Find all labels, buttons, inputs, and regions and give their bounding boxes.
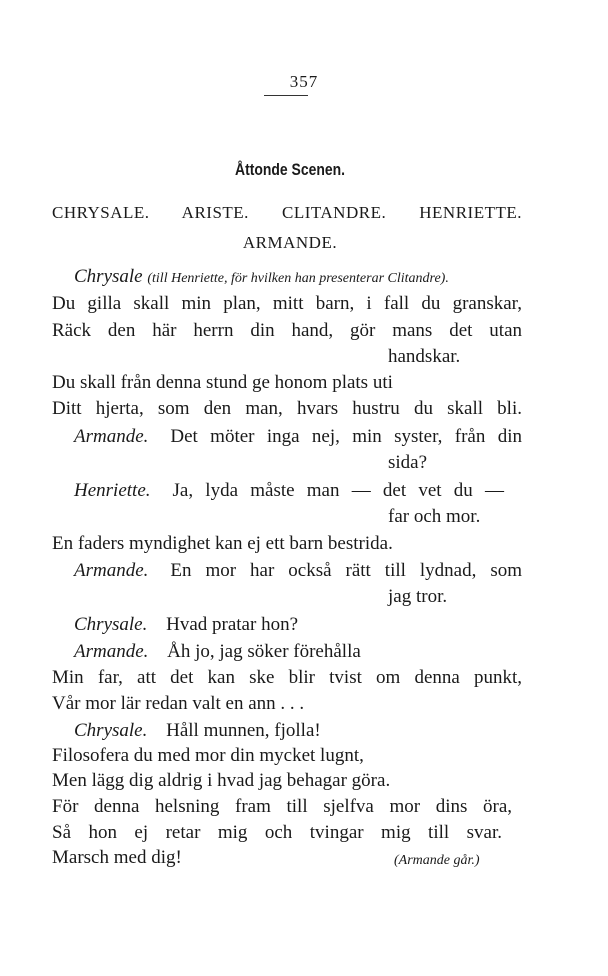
speech-text: En mor har också rätt till lydnad, som: [170, 560, 522, 581]
page-number-rule: [264, 95, 308, 96]
speech-text: Håll munnen, fjolla!: [166, 720, 321, 741]
dialogue-line: Vår mor lär redan valt en ann . . .: [52, 693, 305, 714]
dialogue-line: [74, 480, 504, 502]
dialogue-line-continuation: handskar.: [388, 346, 461, 367]
dialogue-line: För denna helsning fram till sjelfva mor dins öra,: [52, 796, 512, 817]
dialogue-line-continuation: sida?: [388, 452, 428, 473]
speaker-name: Armande.: [74, 560, 149, 581]
page-number: 357: [289, 72, 319, 91]
dialogue-line: [74, 560, 522, 582]
speaker-name: Henriette.: [74, 480, 151, 501]
dialogue-line: [74, 426, 522, 448]
dialogue-line: [74, 641, 361, 663]
speech-text: Hvad pratar hon?: [166, 614, 298, 635]
dialogue-line: Du gilla skall min plan, mitt barn, i fall du granskar,: [52, 293, 522, 314]
speech-text: Det möter inga nej, min syster, från din: [170, 426, 522, 447]
stage-direction: (Armande går.): [394, 853, 480, 868]
speaker-name: Armande.: [74, 641, 149, 662]
dialogue-line: Räck den här herrn din hand, gör mans det utan: [52, 320, 522, 341]
dialogue-line: Marsch med dig!: [52, 847, 182, 868]
dialogue-line: [74, 266, 449, 288]
speaker-name: Chrysale: [74, 266, 143, 287]
characters-line-2: ARMANDE.: [242, 233, 338, 252]
dialogue-line: Min far, att det kan ske blir tvist om denna punkt,: [52, 667, 522, 688]
dialogue-line: Ditt hjerta, som den man, hvars hustru du skall bli.: [52, 398, 522, 419]
speaker-name: Chrysale.: [74, 614, 148, 635]
characters-line-1: CHRYSALE. ARISTE. CLITANDRE. HENRIETTE.: [52, 203, 522, 222]
dialogue-line-continuation: far och mor.: [388, 506, 481, 527]
dialogue-line: Filosofera du med mor din mycket lugnt,: [52, 745, 364, 766]
dialogue-line: [74, 614, 298, 636]
dialogue-line: Så hon ej retar mig och tvingar mig till svar.: [52, 822, 502, 843]
stage-direction: (till Henriette, för hvilken han presenterar Clitandre).: [147, 271, 449, 286]
dialogue-line-continuation: jag tror.: [388, 586, 448, 607]
scene-title: Åttonde Scenen.: [235, 160, 345, 179]
dialogue-line: [74, 720, 321, 742]
dialogue-line: Men lägg dig aldrig i hvad jag behagar göra.: [52, 770, 391, 791]
speech-text: Ja, lyda måste man — det vet du —: [172, 480, 504, 501]
dialogue-line: En faders myndighet kan ej ett barn bestrida.: [52, 533, 393, 554]
dialogue-line: Du skall från denna stund ge honom plats uti: [52, 372, 393, 393]
speech-text: Åh jo, jag söker förehålla: [167, 641, 361, 662]
speaker-name: Armande.: [74, 426, 149, 447]
speaker-name: Chrysale.: [74, 720, 148, 741]
